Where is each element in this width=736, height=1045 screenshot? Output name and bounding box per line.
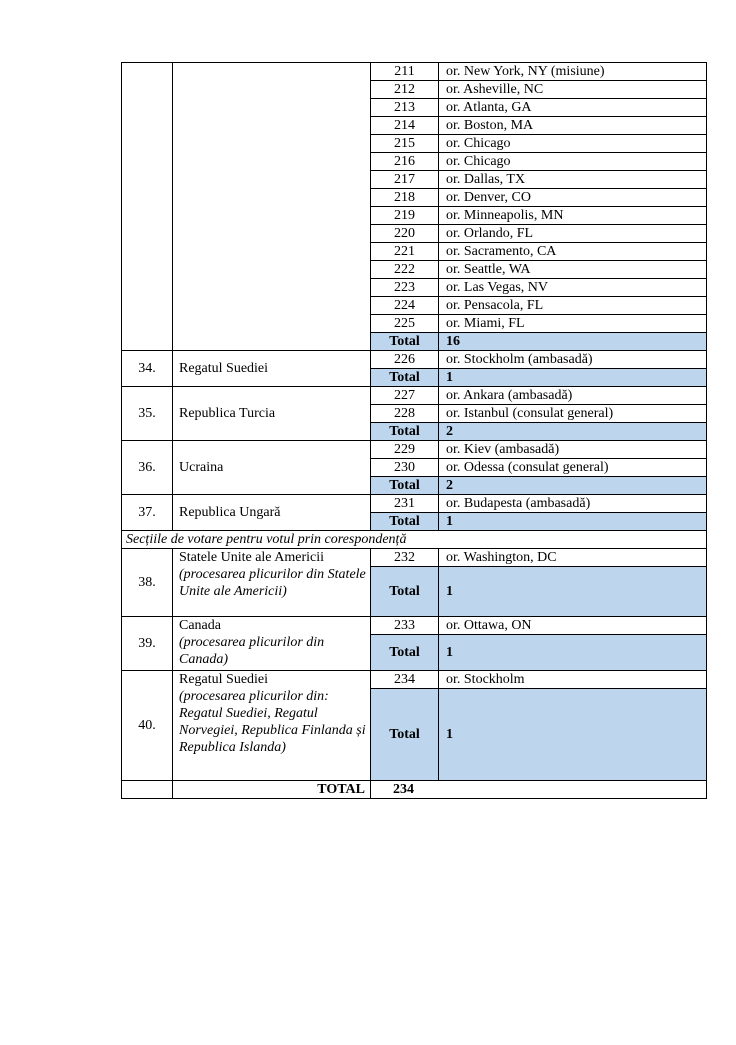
country-cell: Ucraina	[173, 441, 371, 495]
country-note: (procesarea plicurilor din: Regatul Suediei, Regatul Norvegiei, Republica Finlanda și Republica Islanda)	[179, 689, 366, 755]
station-location-cell: or. Asheville, NC	[439, 81, 707, 99]
country-cell	[173, 63, 371, 351]
row-number-cell: 40.	[122, 671, 173, 781]
grand-total-empty-cell	[122, 781, 173, 799]
station-location-cell: or. Orlando, FL	[439, 225, 707, 243]
station-number-cell: 227	[371, 387, 439, 405]
station-number-cell: 221	[371, 243, 439, 261]
station-location-cell: or. Seattle, WA	[439, 261, 707, 279]
country-cell	[173, 549, 371, 617]
station-number-cell: 231	[371, 495, 439, 513]
polling-stations-table	[121, 62, 707, 799]
section-header-text: Secțiile de votare pentru votul prin corespondență	[122, 531, 707, 549]
row-number-cell: 37.	[122, 495, 173, 531]
total-value-cell: 1	[439, 369, 707, 387]
country-cell: Regatul Suediei	[173, 351, 371, 387]
station-location-cell: or. Ankara (ambasadă)	[439, 387, 707, 405]
station-number-cell: 218	[371, 189, 439, 207]
country-note: (procesarea plicurilor din Canada)	[179, 635, 325, 667]
total-value-cell: 1	[439, 635, 707, 671]
total-value-cell: 1	[439, 567, 707, 617]
station-number-cell: 215	[371, 135, 439, 153]
grand-total-label: TOTAL	[173, 781, 371, 799]
station-number-cell: 230	[371, 459, 439, 477]
country-cell: Republica Ungară	[173, 495, 371, 531]
station-location-cell: or. Sacramento, CA	[439, 243, 707, 261]
station-number-cell: 222	[371, 261, 439, 279]
station-number-cell: 232	[371, 549, 439, 567]
total-label-cell: Total	[371, 567, 439, 617]
station-location-cell: or. Atlanta, GA	[439, 99, 707, 117]
row-number-cell	[122, 63, 173, 351]
station-location-cell: or. New York, NY (misiune)	[439, 63, 707, 81]
station-location-cell: or. Denver, CO	[439, 189, 707, 207]
station-location-cell: or. Chicago	[439, 135, 707, 153]
total-value-cell: 2	[439, 477, 707, 495]
country-note: (procesarea plicurilor din Statele Unite ale Americii)	[179, 567, 366, 599]
station-location-cell: or. Istanbul (consulat general)	[439, 405, 707, 423]
total-value-cell: 2	[439, 423, 707, 441]
station-number-cell: 228	[371, 405, 439, 423]
station-location-cell: or. Kiev (ambasadă)	[439, 441, 707, 459]
station-location-cell: or. Pensacola, FL	[439, 297, 707, 315]
station-number-cell: 233	[371, 617, 439, 635]
station-number-cell: 224	[371, 297, 439, 315]
station-number-cell: 226	[371, 351, 439, 369]
total-label-cell: Total	[371, 513, 439, 531]
station-location-cell: or. Stockholm	[439, 671, 707, 689]
station-row	[122, 351, 707, 369]
row-number-cell: 38.	[122, 549, 173, 617]
station-number-cell: 217	[371, 171, 439, 189]
station-number-cell: 234	[371, 671, 439, 689]
total-label-cell: Total	[371, 635, 439, 671]
station-row	[122, 617, 707, 635]
station-number-cell: 216	[371, 153, 439, 171]
country-cell	[173, 671, 371, 781]
total-value-cell: 1	[439, 689, 707, 781]
total-value-cell: 1	[439, 513, 707, 531]
total-label-cell: Total	[371, 423, 439, 441]
station-location-cell: or. Las Vegas, NV	[439, 279, 707, 297]
station-location-cell: or. Boston, MA	[439, 117, 707, 135]
total-label-cell: Total	[371, 689, 439, 781]
station-row	[122, 549, 707, 567]
country-name: Regatul Suediei	[179, 672, 269, 687]
station-location-cell: or. Dallas, TX	[439, 171, 707, 189]
total-value-cell: 16	[439, 333, 707, 351]
station-number-cell: 219	[371, 207, 439, 225]
row-number-cell: 36.	[122, 441, 173, 495]
station-number-cell: 225	[371, 315, 439, 333]
grand-total-row	[122, 781, 707, 799]
country-cell: Republica Turcia	[173, 387, 371, 441]
station-number-cell: 214	[371, 117, 439, 135]
total-label-cell: Total	[371, 369, 439, 387]
station-location-cell: or. Washington, DC	[439, 549, 707, 567]
station-number-cell: 212	[371, 81, 439, 99]
row-number-cell: 35.	[122, 387, 173, 441]
station-row	[122, 63, 707, 81]
station-row	[122, 671, 707, 689]
station-number-cell: 213	[371, 99, 439, 117]
station-location-cell: or. Stockholm (ambasadă)	[439, 351, 707, 369]
station-number-cell: 223	[371, 279, 439, 297]
station-location-cell: or. Minneapolis, MN	[439, 207, 707, 225]
station-location-cell: or. Miami, FL	[439, 315, 707, 333]
row-number-cell: 34.	[122, 351, 173, 387]
row-number-cell: 39.	[122, 617, 173, 671]
station-location-cell: or. Budapesta (ambasadă)	[439, 495, 707, 513]
station-number-cell: 229	[371, 441, 439, 459]
grand-total-value: 234	[371, 781, 707, 799]
country-name: Statele Unite ale Americii	[179, 550, 325, 565]
total-label-cell: Total	[371, 333, 439, 351]
station-location-cell: or. Odessa (consulat general)	[439, 459, 707, 477]
station-location-cell: or. Ottawa, ON	[439, 617, 707, 635]
country-cell	[173, 617, 371, 671]
station-row	[122, 387, 707, 405]
station-number-cell: 220	[371, 225, 439, 243]
station-number-cell: 211	[371, 63, 439, 81]
section-header-row	[122, 531, 707, 549]
total-label-cell: Total	[371, 477, 439, 495]
station-row	[122, 441, 707, 459]
country-name: Canada	[179, 618, 221, 633]
station-location-cell: or. Chicago	[439, 153, 707, 171]
station-row	[122, 495, 707, 513]
